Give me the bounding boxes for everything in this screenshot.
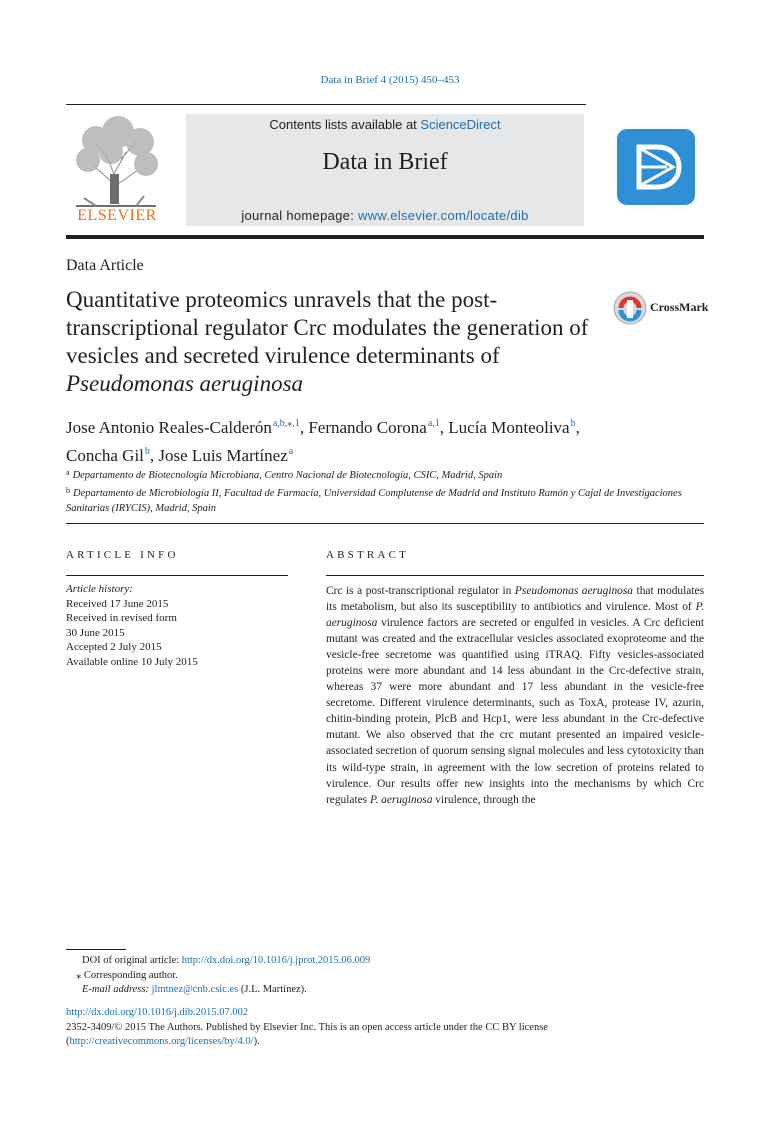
license-link[interactable]: http://creativecommons.org/licenses/by/4.0/: [69, 1036, 254, 1047]
elsevier-wordmark: ELSEVIER: [77, 207, 157, 224]
affiliation: $^b$ Departamento de Microbiología II, Facultad de Farmacia, Universidad Complutense de Madrid and Instituto Ramón y Cajal de Investigaciones Sanitarias (IRYCIS), Madrid, Spain: [66, 486, 682, 514]
history-item: Available online 10 July 2015: [66, 655, 198, 668]
article-type: Data Article: [66, 257, 144, 274]
author-sup[interactable]: a,b,⁎,1: [272, 418, 300, 429]
history-item: 30 June 2015: [66, 626, 125, 639]
footnotes: [66, 949, 712, 998]
author-sup[interactable]: b: [144, 446, 150, 457]
corresponding-author: ⁎ Corresponding author.: [76, 969, 178, 981]
crossmark-badge[interactable]: [612, 290, 712, 326]
homepage-link[interactable]: www.elsevier.com/locate/dib: [358, 208, 529, 223]
author[interactable]: Fernando Corona: [308, 418, 427, 437]
journal-homepage: journal homepage: www.elsevier.com/locate/dib: [241, 208, 529, 223]
footnote-rule: [66, 949, 126, 950]
masthead-rule: [66, 235, 704, 239]
author-sup[interactable]: b: [570, 418, 576, 429]
contents-line: Contents lists available at ScienceDirect: [269, 117, 501, 132]
author[interactable]: Jose Luis Martínez: [158, 446, 288, 465]
history-item: Accepted 2 July 2015: [66, 641, 162, 653]
journal-citation[interactable]: Data in Brief 4 (2015) 450–453: [320, 74, 460, 86]
journal-masthead: [186, 114, 584, 226]
article-doi-link[interactable]: http://dx.doi.org/10.1016/j.dib.2015.07.002: [66, 1007, 249, 1018]
license-text: 2352-3409/© 2015 The Authors. Published by Elsevier Inc. This is an open access article under the CC BY license: [66, 1021, 548, 1033]
journal-name: Data in Brief: [322, 149, 448, 175]
author[interactable]: Lucía Monteoliva: [448, 418, 570, 437]
crossmark-icon: [612, 290, 648, 326]
history-item: Received in revised form: [66, 612, 177, 624]
affiliation: $^a$ Departamento de Biotecnología Microbiana, Centro Nacional de Biotecnología, CSIC, Madrid, Spain: [66, 468, 503, 481]
history-label: Article history:: [66, 583, 133, 595]
license-url-line: (http://creativecommons.org/licenses/by/4.0/).: [66, 1036, 260, 1047]
history-item: Received 17 June 2015: [66, 597, 169, 610]
abstract-heading: ABSTRACT: [326, 549, 410, 561]
abstract-rule: [326, 575, 704, 576]
author-list: Jose Antonio Reales-Calderón$^{a,b,⁎,1}$, Fernando Corona$^{a,1}$, Lucía Monteoliva$^b$, Concha Gil$^b$, Jose Luis Martínez$^a$: [66, 418, 580, 465]
author[interactable]: Concha Gil: [66, 446, 144, 465]
email-link[interactable]: jlmtnez@cnb.csic.es: [151, 984, 239, 995]
author[interactable]: Jose Antonio Reales-Calderón: [66, 418, 272, 437]
author-sup[interactable]: a: [288, 446, 294, 457]
doi-original: DOI of original article: http://dx.doi.org/10.1016/j.jprot.2015.06.009: [82, 955, 371, 966]
email-line: E-mail address: jlmtnez@cnb.csic.es (J.L. Martínez).: [82, 984, 307, 995]
article-info-rule: [66, 575, 288, 576]
author-sup[interactable]: a,1: [427, 418, 440, 429]
doi-original-link[interactable]: http://dx.doi.org/10.1016/j.jprot.2015.06.009: [181, 955, 371, 966]
article-title: Quantitative proteomics unravels that the post-transcriptional regulator Crc modulates the generation of vesicles and secreted virulence determinants of Pseudomonas aeruginosa: [66, 287, 589, 396]
crossmark-label: CrossMark: [650, 300, 709, 314]
article-history: [66, 582, 290, 669]
article-doi-license: [66, 1006, 712, 1050]
article-info-heading: ARTICLE INFO: [66, 549, 179, 561]
affiliation-rule: [66, 523, 704, 524]
abstract-text: Crc is a post-transcriptional regulator in Pseudomonas aeruginosa that modulates its metabolism, but also its susceptibility to antibiotics and virulence. Most of P. aeruginosa virulence factors are secreted or engulfed in vesicles. A Crc deficient mutant was created and the extracellular vesicles associated exoproteome and the vesicle-free secretome was quantified using iTRAQ. Fifty vesicles-associated proteins were more abundant and 14 less abundant in the Crc-defective strain, whereas 37 were more abundant and 17 less abundant in the vesicle-free secretome. Different virulence determinants, such as ToxA, protease IV, azurin, chitin-binding protein, PlcB and Hcp1, were less abundant in the Crc-defective mutant. We also observed that the crc mutant presented an impaired vesicle-associated secretion of quorum sensing signal molecules and less cytotoxicity than its wild-type strain, in agreement with the low secretion of proteins related to virulence. Our results offer new insights into the mechanisms by which Crc regulates P. aeruginosa virulence, through the: [326, 585, 705, 806]
header-rule: [66, 104, 586, 105]
affiliations: [66, 465, 712, 516]
data-in-brief-logo-icon: [617, 129, 695, 205]
sciencedirect-link[interactable]: ScienceDirect: [420, 117, 501, 132]
